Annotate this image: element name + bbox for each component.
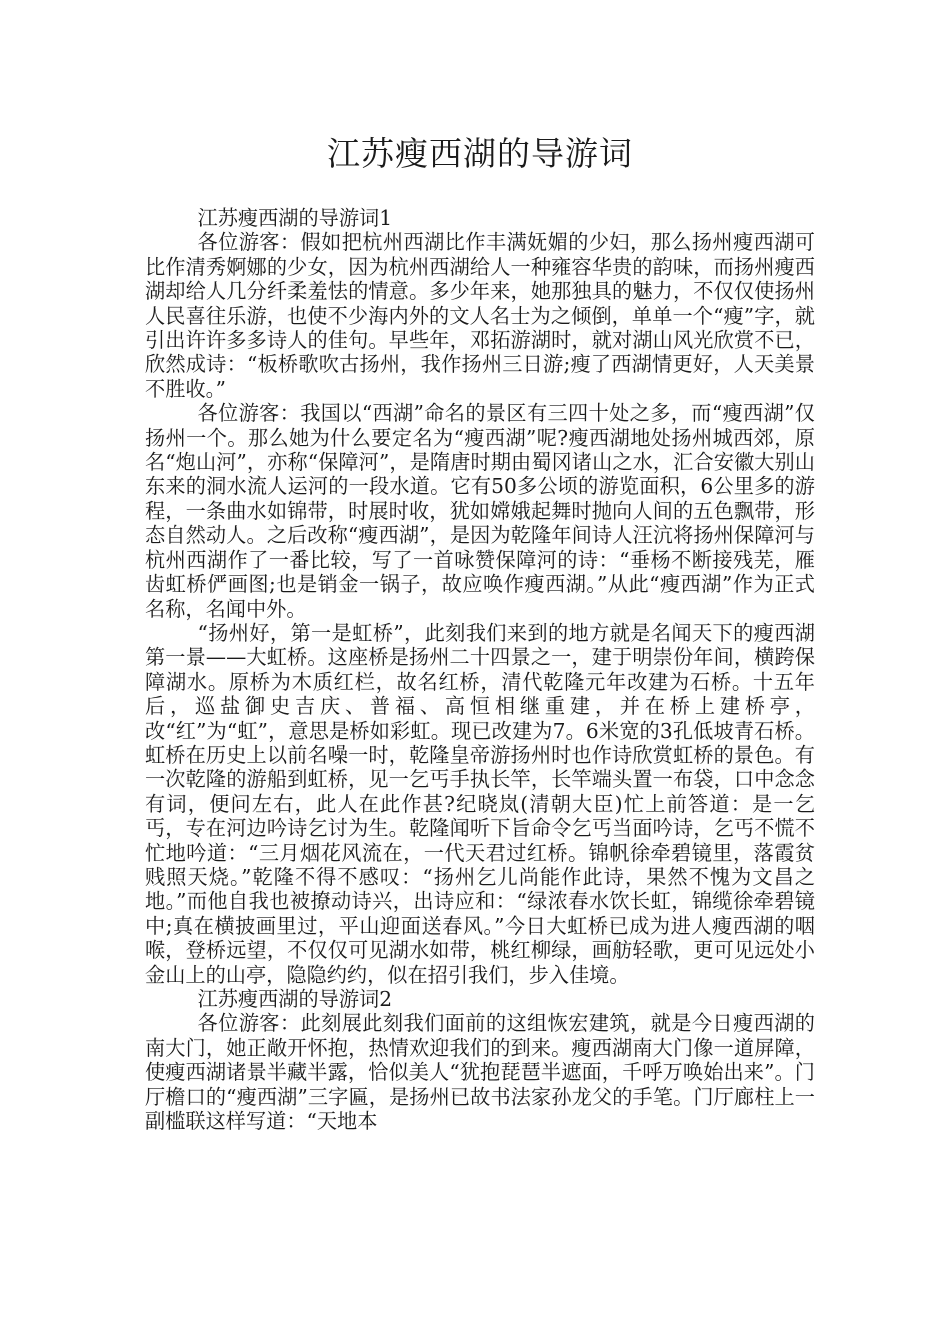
document-body <box>145 206 815 1133</box>
paragraph-3: “扬州好，第一是虹桥”，此刻我们来到的地方就是名闻天下的瘦西湖第一景——大虹桥。这座桥是扬州二十四景之一，建于明崇份年间，横跨保障湖水。原桥为木质红栏，故名红桥，清代乾隆元年改建为石桥。十五年后，巡盐御史吉庆、普福、高恒相继重建，并在桥上建桥亭，改“红”为“虹”，意思是桥如彩虹。现已改建为7。6米宽的3孔低坡青石桥。虹桥在历史上以前名噪一时，乾隆皇帝游扬州时也作诗欣赏虹桥的景色。有一次乾隆的游船到虹桥，见一乞丐手执长竿，长竿端头置一布袋，口中念念有词，便问左右，此人在此作甚?纪晓岚(清朝大臣)忙上前答道：是一乞丐，专在河边吟诗乞讨为生。乾隆闻听下旨命令乞丐当面吟诗，乞丐不慌不忙地吟道：“三月烟花风流在，一代天君过红桥。锦帆徐牵碧镜里，落霞贫贱照天烧。”乾隆不得不感叹：“扬州乞儿尚能作此诗，果然不愧为文昌之地。”而他自我也被撩动诗兴，出诗应和：“绿浓春水饮长虹，锦缆徐牵碧镜中;真在横披画里过，平山迎面送春风。”今日大虹桥已成为进人瘦西湖的咽喉，登桥远望，不仅仅可见湖水如带，桃红柳绿，画舫轻歌，更可见远处小金山上的山亭，隐隐约约，似在招引我们，步入佳境。 <box>145 620 815 987</box>
document-page <box>145 120 815 1133</box>
document-title: 江苏瘦西湖的导游词 <box>327 134 633 173</box>
paragraph-2: 各位游客：我国以“西湖”命名的景区有三四十处之多，而“瘦西湖”仅扬州一个。那么她为什么要定名为“瘦西湖”呢?瘦西湖地处扬州城西郊，原名“炮山河”，亦称“保障河”，是隋唐时期由蜀冈诸山之水，汇合安徽大别山东来的洞水流人运河的一段水道。它有50多公顷的游览面积，6公里多的游程，一条曲水如锦带，时展时收，犹如嫦娥起舞时抛向人间的五色飘带，形态自然动人。之后改称“瘦西湖”，是因为乾隆年间诗人汪沆将扬州保障河与杭州西湖作了一番比较，写了一首咏赞保障河的诗：“垂杨不断接残芜，雁齿虹桥俨画图;也是销金一锅子，故应唤作瘦西湖。”从此“瘦西湖”作为正式名称，名闻中外。 <box>145 401 815 621</box>
paragraph-4: 各位游客：此刻展此刻我们面前的这组恢宏建筑，就是今日瘦西湖的南大门，她正敞开怀抱，热情欢迎我们的到来。瘦西湖南大门像一道屏障，使瘦西湖诸景半藏半露，恰似美人“犹抱琵琶半遮面，千呼万唤始出来”。门厅檐口的“瘦西湖”三字匾，是扬州已故书法家孙龙父的手笔。门厅廊柱上一副槛联这样写道：“天地本 <box>145 1011 815 1134</box>
paragraph-1: 各位游客：假如把杭州西湖比作丰满妩媚的少妇，那么扬州瘦西湖可比作清秀婀娜的少女，因为杭州西湖给人一种雍容华贵的韵味，而扬州瘦西湖却给人几分纤柔羞怯的情意。多少年来，她那独具的魅力，不仅仅使扬州人民喜往乐游，也使不少海内外的文人名士为之倾倒，单单一个“瘦”字，就引出许许多多诗人的佳句。早些年，邓拓游湖时，就对湖山风光欣赏不已，欣然成诗：“板桥歌吹古扬州，我作扬州三日游;瘦了西湖情更好，人天美景不胜收。” <box>145 230 815 401</box>
section-heading-1: 江苏瘦西湖的导游词1 <box>197 206 393 230</box>
section-heading-2: 江苏瘦西湖的导游词2 <box>197 987 393 1011</box>
